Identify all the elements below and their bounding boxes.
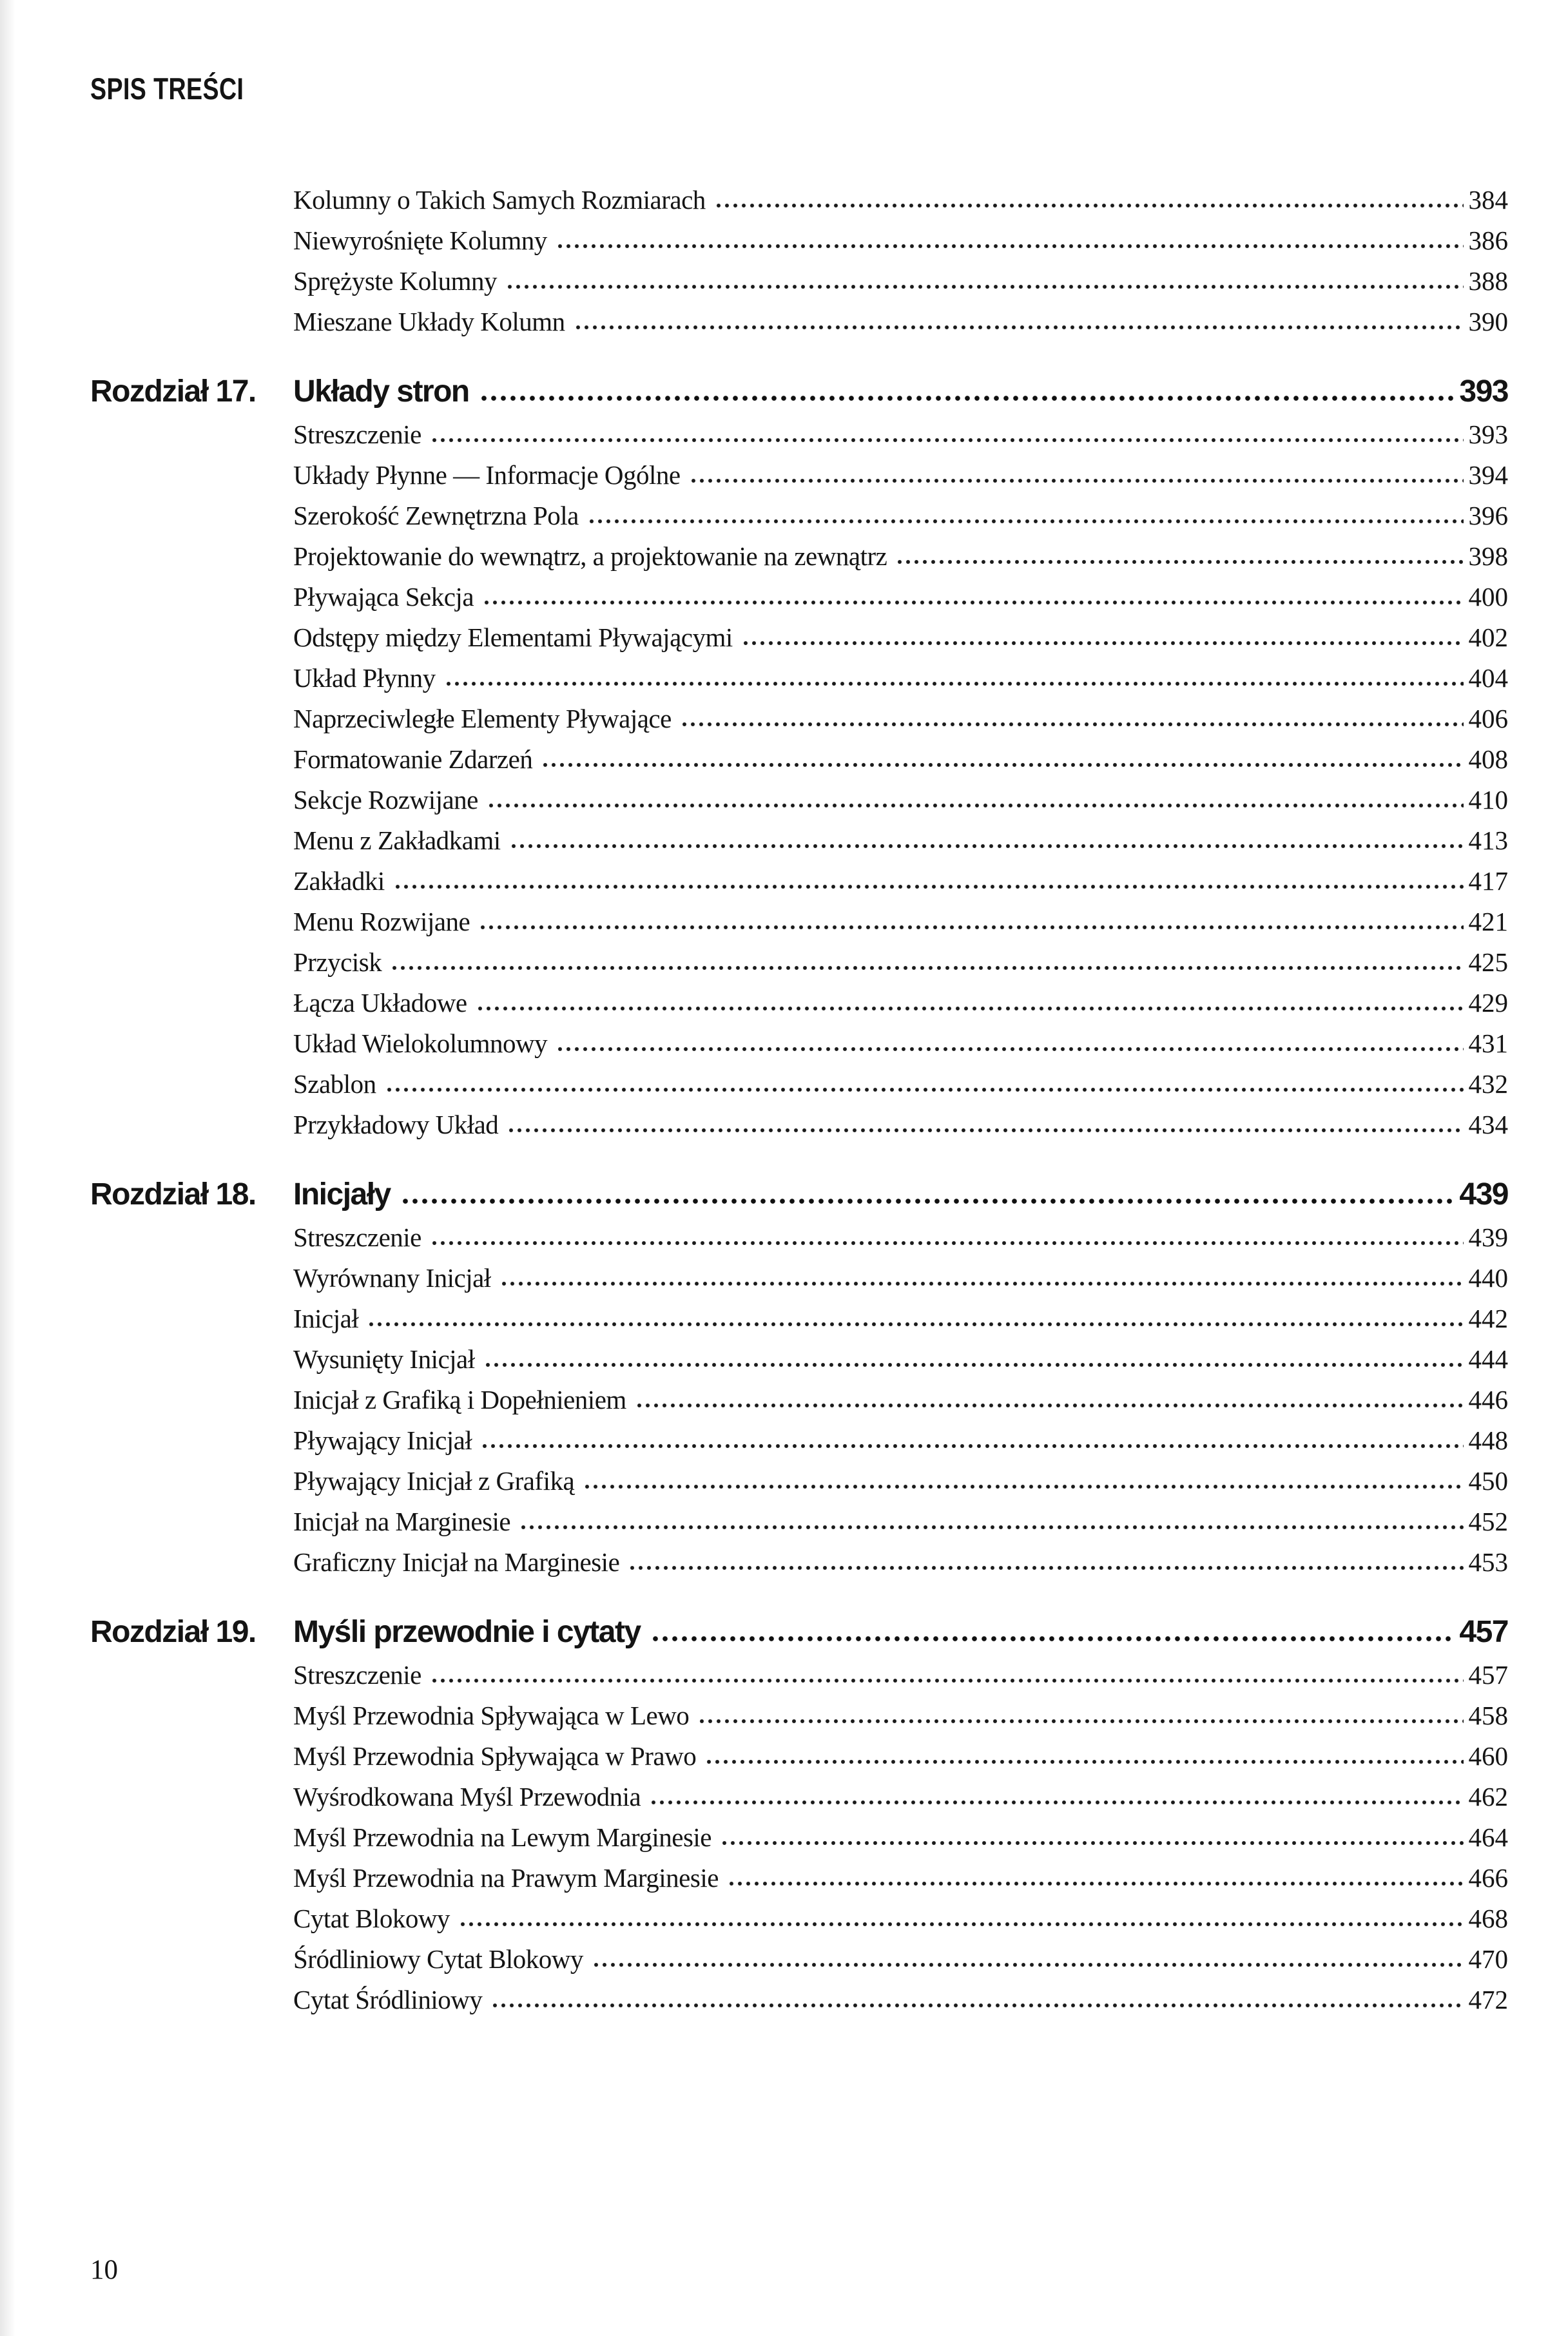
toc-entry-title: Pływająca Sekcja — [293, 582, 474, 612]
dot-leader — [728, 1880, 1464, 1887]
toc-entry-row — [90, 570, 1508, 610]
dot-leader — [491, 2002, 1463, 2009]
toc-page-number: 450 — [1468, 1466, 1508, 1496]
dot-leader — [698, 1717, 1463, 1725]
chapter-title: Inicjały — [293, 1177, 391, 1211]
dot-leader — [394, 883, 1464, 891]
toc-chapter-heading-row — [90, 358, 1508, 407]
toc-page-number: 446 — [1468, 1385, 1508, 1414]
toc-page-number: 388 — [1468, 266, 1508, 296]
toc-entry-title: Menu z Zakładkami — [293, 825, 501, 855]
toc-chapter-heading-row — [90, 1599, 1508, 1648]
toc-entry-title: Kolumny o Takich Samych Rozmiarach — [293, 185, 706, 215]
toc-entry-title: Inicjał na Marginesie — [293, 1507, 511, 1536]
toc-entry-title: Projektowanie do wewnątrz, a projektowanie na zewnątrz — [293, 541, 887, 571]
toc-page-number: 466 — [1468, 1863, 1508, 1893]
dot-leader — [715, 202, 1464, 209]
toc-entry-row — [90, 1770, 1508, 1810]
toc-entry-title: Streszczenie — [293, 420, 421, 449]
dot-leader — [574, 323, 1464, 331]
toc-entry-row — [90, 813, 1508, 854]
dot-leader-bold — [651, 1634, 1456, 1643]
chapter-page-number: 439 — [1459, 1177, 1508, 1211]
toc-page-number: 431 — [1468, 1028, 1508, 1058]
toc-chapter-heading-row — [90, 1161, 1508, 1210]
toc-entry-title: Myśl Przewodnia Spływająca w Prawo — [293, 1741, 697, 1771]
toc-entry-row — [90, 448, 1508, 488]
toc-chapter-block — [90, 1161, 1508, 1576]
toc-page-number: 458 — [1468, 1701, 1508, 1730]
scan-edge-shadow — [0, 0, 15, 2336]
toc-entry-title: Formatowanie Zdarzeń — [293, 744, 533, 774]
toc-page-number: 453 — [1468, 1547, 1508, 1577]
toc-page-number: 452 — [1468, 1507, 1508, 1536]
toc-entry-row — [90, 1494, 1508, 1535]
toc-page-number: 406 — [1468, 704, 1508, 733]
toc-page-number: 448 — [1468, 1425, 1508, 1455]
dot-leader — [445, 680, 1464, 688]
chapter-title: Układy stron — [293, 374, 469, 409]
toc-entry-title: Cytat Blokowy — [293, 1904, 450, 1933]
toc-page-number: 417 — [1468, 866, 1508, 896]
chapter-label: Rozdział 18. — [90, 1177, 256, 1211]
toc-entry-row — [90, 1373, 1508, 1413]
toc-page-number: 384 — [1468, 185, 1508, 215]
toc-entry-row — [90, 1413, 1508, 1454]
toc-entry-row — [90, 1851, 1508, 1891]
toc-entry-title: Wysunięty Inicjał — [293, 1344, 475, 1374]
toc-chapter-block — [90, 1599, 1508, 2013]
dot-leader — [588, 517, 1464, 525]
toc-entry-row — [90, 1057, 1508, 1097]
dot-leader — [583, 1483, 1463, 1491]
dot-leader — [556, 242, 1464, 250]
toc-entry-row — [90, 1810, 1508, 1851]
toc-page-number: 432 — [1468, 1069, 1508, 1099]
toc-entry-title: Sekcje Rozwijane — [293, 785, 478, 815]
toc-page-number: 460 — [1468, 1741, 1508, 1771]
toc-page-number: 470 — [1468, 1944, 1508, 1974]
toc-entry-title: Układ Wielokolumnowy — [293, 1028, 548, 1058]
toc-entry-title: Łącza Układowe — [293, 988, 467, 1018]
toc-page-number: 440 — [1468, 1263, 1508, 1293]
toc-page-number: 439 — [1468, 1222, 1508, 1252]
toc-page-number: 393 — [1468, 420, 1508, 449]
dot-leader — [510, 842, 1464, 850]
toc-page-number: 468 — [1468, 1904, 1508, 1933]
toc-page-number: 386 — [1468, 226, 1508, 255]
dot-leader — [705, 1758, 1463, 1766]
dot-leader — [635, 1402, 1464, 1409]
toc-page-number: 457 — [1468, 1660, 1508, 1690]
toc-entry-title: Inicjał — [293, 1304, 359, 1333]
toc-page-number: 421 — [1468, 907, 1508, 936]
dot-leader — [367, 1320, 1463, 1328]
toc-page-number: 462 — [1468, 1782, 1508, 1811]
dot-leader — [431, 436, 1464, 444]
dot-leader — [481, 1442, 1463, 1450]
dot-leader — [479, 923, 1463, 931]
toc-entry-row — [90, 213, 1508, 254]
toc-entry-title: Układ Płynny — [293, 663, 436, 693]
toc-entry-title: Szerokość Zewnętrzna Pola — [293, 501, 579, 530]
toc-entry-row — [90, 1097, 1508, 1138]
toc-entry-row — [90, 1648, 1508, 1688]
dot-leader — [592, 1961, 1464, 1969]
toc-entry-row — [90, 1973, 1508, 2013]
toc-entry-title: Streszczenie — [293, 1660, 421, 1690]
dot-leader — [690, 477, 1464, 485]
toc-entry-row — [90, 894, 1508, 935]
dot-leader — [506, 283, 1463, 291]
toc-entry-title: Mieszane Układy Kolumn — [293, 307, 565, 336]
toc-entry-row — [90, 732, 1508, 773]
dot-leader — [650, 1799, 1463, 1806]
toc-page-number: 408 — [1468, 744, 1508, 774]
toc-entry-title: Myśl Przewodnia na Lewym Marginesie — [293, 1822, 711, 1852]
toc-page-number: 400 — [1468, 582, 1508, 612]
toc-entry-row — [90, 976, 1508, 1016]
toc-entry-title: Odstępy między Elementami Pływającymi — [293, 623, 733, 652]
dot-leader-bold — [479, 394, 1456, 403]
toc-entry-title: Pływający Inicjał z Grafiką — [293, 1466, 575, 1496]
dot-leader — [431, 1239, 1464, 1247]
dot-leader — [681, 720, 1464, 728]
dot-leader — [385, 1086, 1464, 1094]
toc-entry-row — [90, 610, 1508, 651]
dot-leader — [628, 1564, 1463, 1572]
toc-entry-title: Myśl Przewodnia Spływająca w Lewo — [293, 1701, 690, 1730]
toc-chapters — [90, 358, 1508, 2013]
toc-page-number: 404 — [1468, 663, 1508, 693]
toc-page-number: 396 — [1468, 501, 1508, 530]
dot-leader — [484, 1361, 1464, 1369]
dot-leader — [476, 1005, 1464, 1012]
toc-entry-row — [90, 1332, 1508, 1373]
toc-entry-title: Niewyrośnięte Kolumny — [293, 226, 547, 255]
toc-entry-row — [90, 854, 1508, 894]
toc-entry-row — [90, 651, 1508, 691]
chapter-title: Myśli przewodnie i cytaty — [293, 1615, 641, 1649]
page-title: SPIS TREŚCI — [90, 72, 244, 106]
toc-entry-title: Wyrównany Inicjał — [293, 1263, 491, 1293]
toc-entry-title: Myśl Przewodnia na Prawym Marginesie — [293, 1863, 719, 1893]
dot-leader — [483, 599, 1463, 606]
toc-entry-row — [90, 1454, 1508, 1494]
toc-page-number: 402 — [1468, 623, 1508, 652]
dot-leader — [556, 1045, 1463, 1053]
toc-entry-title: Przycisk — [293, 947, 382, 977]
toc-entry-row — [90, 773, 1508, 813]
toc-entry-row — [90, 254, 1508, 294]
toc-entry-title: Streszczenie — [293, 1222, 421, 1252]
toc-pre-chapter-items — [90, 173, 1508, 335]
table-of-contents — [90, 173, 1508, 2013]
chapter-label: Rozdział 17. — [90, 374, 256, 409]
toc-entry-row — [90, 529, 1508, 570]
toc-page-number: 429 — [1468, 988, 1508, 1018]
toc-entry-title: Pływający Inicjał — [293, 1425, 472, 1455]
chapter-page-number: 457 — [1459, 1615, 1508, 1649]
toc-page-number: 390 — [1468, 307, 1508, 336]
toc-page-number: 472 — [1468, 1985, 1508, 2014]
toc-page-number: 410 — [1468, 785, 1508, 815]
dot-leader — [742, 639, 1464, 647]
dot-leader — [431, 1677, 1464, 1684]
toc-chapter-block — [90, 358, 1508, 1138]
chapter-page-number: 393 — [1459, 374, 1508, 409]
dot-leader — [391, 964, 1463, 972]
toc-entry-title: Przykładowy Układ — [293, 1110, 499, 1139]
toc-entry-title: Zakładki — [293, 866, 385, 896]
toc-entry-row — [90, 488, 1508, 529]
toc-entry-row — [90, 1251, 1508, 1291]
toc-page-number: 464 — [1468, 1822, 1508, 1852]
toc-entry-title: Menu Rozwijane — [293, 907, 470, 936]
dot-leader — [541, 761, 1463, 769]
dot-leader — [500, 1280, 1464, 1288]
toc-page-number: 444 — [1468, 1344, 1508, 1374]
toc-entry-row — [90, 691, 1508, 732]
toc-entry-row — [90, 1891, 1508, 1932]
toc-entry-title: Sprężyste Kolumny — [293, 266, 498, 296]
dot-leader — [487, 802, 1464, 809]
toc-entry-row — [90, 294, 1508, 335]
toc-entry-title: Graficzny Inicjał na Marginesie — [293, 1547, 620, 1577]
toc-entry-row — [90, 1016, 1508, 1057]
toc-entry-title: Szablon — [293, 1069, 376, 1099]
toc-entry-row — [90, 1291, 1508, 1332]
toc-entry-title: Inicjał z Grafiką i Dopełnieniem — [293, 1385, 626, 1414]
toc-page-number: 394 — [1468, 460, 1508, 490]
folio-page-number: 10 — [90, 2255, 118, 2285]
toc-entry-title: Śródliniowy Cytat Blokowy — [293, 1944, 583, 1974]
toc-entry-title: Naprzeciwległe Elementy Pływające — [293, 704, 672, 733]
toc-entry-row — [90, 1729, 1508, 1770]
toc-page-number: 425 — [1468, 947, 1508, 977]
toc-page-number: 413 — [1468, 825, 1508, 855]
chapter-label: Rozdział 19. — [90, 1615, 256, 1649]
toc-page-number: 442 — [1468, 1304, 1508, 1333]
toc-page-number: 434 — [1468, 1110, 1508, 1139]
toc-entry-row — [90, 1210, 1508, 1251]
dot-leader — [519, 1523, 1463, 1531]
dot-leader — [896, 558, 1463, 566]
toc-entry-row — [90, 407, 1508, 448]
toc-entry-title: Układy Płynne — Informacje Ogólne — [293, 460, 681, 490]
toc-entry-row — [90, 1535, 1508, 1576]
dot-leader — [459, 1920, 1464, 1928]
toc-entry-row — [90, 1932, 1508, 1973]
toc-page-number: 398 — [1468, 541, 1508, 571]
toc-entry-row — [90, 1688, 1508, 1729]
toc-entry-title: Wyśrodkowana Myśl Przewodnia — [293, 1782, 641, 1811]
dot-leader — [507, 1126, 1463, 1134]
toc-entry-row — [90, 173, 1508, 213]
dot-leader-bold — [401, 1197, 1456, 1206]
dot-leader — [721, 1839, 1464, 1847]
toc-entry-row — [90, 935, 1508, 976]
toc-entry-title: Cytat Śródliniowy — [293, 1985, 483, 2014]
